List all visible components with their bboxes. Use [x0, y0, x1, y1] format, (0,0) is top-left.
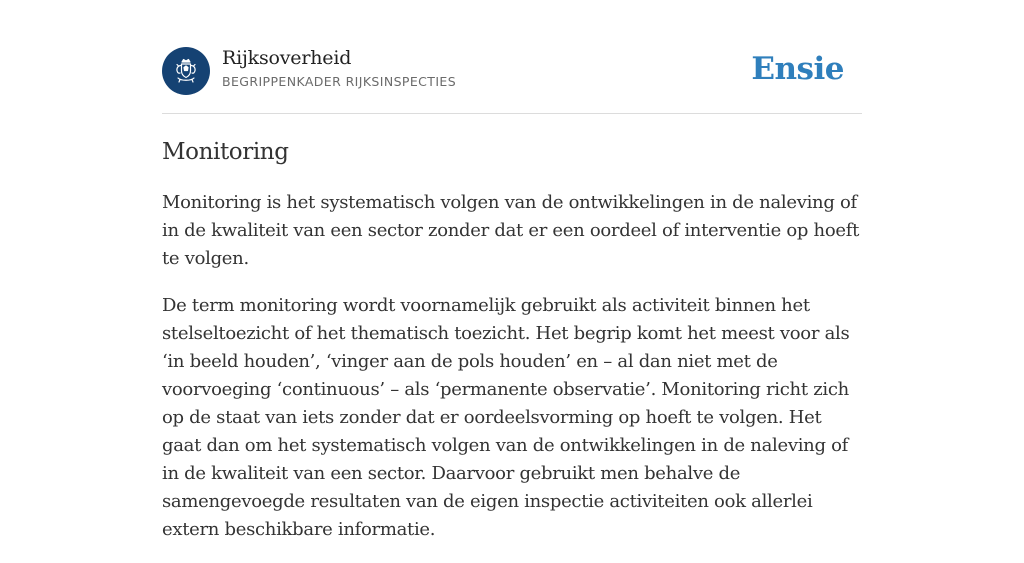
article-body [162, 189, 862, 563]
page-title: Monitoring [162, 139, 289, 165]
site-header [162, 0, 862, 114]
content-container [162, 0, 862, 540]
brand-name: Rijksoverheid [222, 47, 352, 69]
article-paragraph: De term monitoring wordt voornamelijk gebruikt als activiteit binnen het stelseltoezicht of het thematisch toezicht. Het begrip komt het meest voor als ‘in beeld houden’, ‘vinger aan de pols houden’ en – al dan niet met de voorvoeging ‘continuous’ – als ‘permanente observatie’. Monitoring richt zich op de staat van iets zonder dat er oordeelsvorming op hoeft te volgen. Het gaat dan om het systematisch volgen van de ontwikkelingen in de naleving of in de kwaliteit van een sector. Daarvoor gebruikt men behalve de samengevoegde resultaten van de eigen inspectie activiteiten ook allerlei extern beschikbare informatie. [162, 295, 850, 540]
brand [222, 46, 456, 90]
article-paragraph: Monitoring is het systematisch volgen van de ontwikkelingen in de naleving of in de kwaliteit van een sector zonder dat er een oordeel of interventie op hoeft te volgen. [162, 192, 860, 269]
brand-subtitle: BEGRIPPENKADER RIJKSINSPECTIES [222, 74, 457, 89]
ensie-logo-link[interactable]: Ensie [751, 51, 844, 87]
coat-of-arms-icon[interactable] [162, 47, 210, 95]
